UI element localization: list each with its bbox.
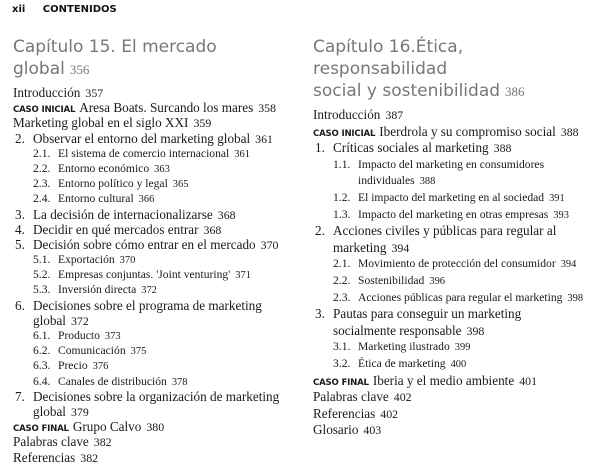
chapter-title-line: Capítulo 16.Ética, responsabilidad [313, 37, 464, 79]
entry-text-wrap [313, 124, 579, 139]
toc-entry[interactable] [313, 306, 598, 323]
toc-entry[interactable] [13, 85, 298, 100]
entry-number: 2. [15, 130, 25, 146]
toc-entry[interactable] [313, 124, 598, 141]
entry-title: Empresas conjuntas. 'Joint venturing' [58, 268, 231, 282]
entry-text-wrap [13, 404, 89, 419]
entry-page: 396 [429, 275, 445, 287]
toc-entry[interactable] [13, 267, 298, 282]
toc-entry-continuation [313, 323, 598, 340]
entry-page: 359 [193, 116, 212, 131]
entry-page: 368 [217, 207, 236, 222]
entry-title: Exportación [58, 253, 115, 267]
toc-entry[interactable] [313, 389, 598, 406]
entry-page: 388 [560, 124, 579, 139]
entry-page: 382 [80, 450, 99, 464]
entry-text-wrap [313, 257, 576, 270]
entry-page: 361 [255, 131, 273, 146]
entry-title: Impacto del marketing en consumidores [358, 157, 545, 171]
entry-title: Aresa Boats. Surcando los mares [79, 100, 254, 116]
entry-text-wrap [13, 85, 103, 100]
entry-number: 5.1. [33, 253, 51, 267]
chapter-title [313, 36, 598, 102]
entry-page: 373 [104, 331, 121, 342]
entry-number: 3. [315, 306, 325, 322]
toc-entry[interactable] [13, 358, 298, 373]
entry-title-cont: global [33, 403, 66, 419]
chapter-title-line: social y sostenibilidad [313, 81, 501, 101]
entry-page: 398 [567, 292, 584, 304]
entry-text-wrap [13, 434, 112, 449]
entry-title: Marketing global en el siglo XXI [13, 115, 189, 131]
entry-page: 372 [70, 313, 89, 328]
toc-entry[interactable] [13, 252, 298, 267]
entry-number: 1.3. [333, 207, 351, 221]
entry-number: 1.2. [333, 190, 351, 204]
toc-entry[interactable] [313, 157, 598, 174]
entry-text-wrap [313, 422, 381, 437]
toc-entry-continuation [313, 240, 598, 257]
entry-title: Acciones civiles y públicas para regular al [333, 223, 557, 239]
entry-number: 3.1. [333, 340, 351, 354]
entry-title: Ética de marketing [358, 356, 446, 370]
toc-entry[interactable] [313, 406, 598, 423]
entry-title: Entorno cultural [58, 192, 134, 206]
entry-title: Introducción [13, 85, 81, 100]
toc-entry[interactable] [313, 256, 598, 273]
toc-entry[interactable] [13, 176, 298, 191]
entry-title: Precio [58, 359, 88, 373]
entry-title: Pautas para conseguir un marketing [333, 306, 522, 322]
entry-title-cont: individuales [358, 174, 415, 188]
entry-page: 403 [363, 423, 382, 438]
toc-entry[interactable] [13, 419, 298, 434]
entry-title: Críticas sociales al marketing [333, 140, 489, 156]
entry-page: 363 [154, 163, 170, 175]
entry-text-wrap [313, 291, 583, 304]
entry-title: Observar el entorno del marketing global [33, 130, 251, 146]
entry-title: Decisiones sobre la organización de marketing [33, 388, 280, 404]
toc-entry[interactable] [13, 343, 298, 358]
toc-entry[interactable] [13, 222, 298, 237]
entry-page: 368 [203, 222, 222, 237]
entry-page: 376 [92, 361, 109, 373]
entry-text-wrap [13, 131, 273, 146]
entry-text-wrap [13, 100, 276, 115]
entry-page: 393 [553, 209, 569, 221]
entry-page: 402 [380, 406, 399, 421]
toc-entry[interactable] [13, 237, 298, 252]
entry-page: 370 [119, 255, 136, 267]
entry-page: 394 [391, 240, 410, 255]
section-title: CONTENIDOS [42, 4, 117, 15]
entry-title: Sostenibilidad [358, 273, 425, 287]
entry-text-wrap [313, 306, 521, 321]
case-tag: CASO FINAL [13, 424, 69, 435]
entry-text-wrap [313, 191, 565, 204]
entry-page: 380 [146, 420, 165, 435]
toc-entry[interactable] [13, 328, 298, 343]
entry-text-wrap [313, 240, 409, 255]
entry-page: 378 [171, 376, 188, 388]
entry-title: El sistema de comercio internacional [58, 146, 230, 160]
toc-entry[interactable] [13, 282, 298, 297]
case-tag: CASO INICIAL [313, 128, 376, 139]
entry-page: 388 [419, 176, 436, 188]
entry-number: 4. [15, 221, 25, 237]
entry-title: La decisión de internacionalizarse [33, 206, 213, 222]
entry-number: 5. [15, 236, 25, 252]
entry-title: Palabras clave [13, 434, 89, 450]
entry-text-wrap [13, 207, 236, 222]
entry-number: 2.2. [33, 161, 51, 175]
entry-page: 387 [385, 108, 404, 122]
entry-page: 394 [560, 259, 577, 271]
entry-page: 399 [454, 342, 471, 354]
entry-number: 1.1. [333, 157, 351, 171]
entry-page: 370 [260, 237, 279, 252]
entry-text-wrap [13, 237, 278, 252]
entry-title: Introducción [313, 107, 381, 122]
page-number: xii [12, 4, 26, 15]
entry-title: El impacto del marketing en al sociedad [358, 190, 545, 204]
toc-entry[interactable] [13, 298, 298, 313]
toc-entry[interactable] [13, 131, 298, 146]
entry-title: Movimiento de protección del consumidor [358, 257, 556, 271]
toc-entry[interactable] [13, 207, 298, 222]
entry-page: 365 [172, 179, 189, 191]
toc-entry[interactable] [13, 450, 298, 464]
entry-text-wrap [313, 223, 556, 238]
entry-title: Iberdrola y su compromiso social [379, 123, 556, 139]
toc-entry[interactable] [13, 389, 298, 404]
entry-number: 6.3. [33, 359, 51, 373]
case-tag: CASO FINAL [313, 377, 369, 388]
entry-number: 7. [15, 388, 25, 404]
entry-text-wrap [13, 298, 262, 313]
entry-text-wrap [313, 174, 435, 187]
entry-number: 2.3. [33, 177, 51, 191]
entry-page: 366 [138, 194, 155, 206]
entry-number: 2.3. [333, 290, 351, 304]
entry-title: Iberia y el medio ambiente [372, 372, 515, 388]
entry-number: 6. [15, 297, 25, 313]
entry-title: Entorno económico [58, 161, 150, 175]
toc-entry[interactable] [313, 207, 598, 224]
entry-title: Referencias [13, 449, 76, 464]
entry-text-wrap [13, 450, 98, 464]
case-tag: CASO INICIAL [13, 105, 76, 116]
toc-entry[interactable] [313, 373, 598, 390]
entry-text-wrap [313, 107, 403, 122]
entry-title: Comunicación [58, 344, 126, 358]
toc-entry-continuation [13, 404, 298, 419]
entry-number: 2.4. [33, 192, 51, 206]
entry-title-cont: marketing [333, 239, 387, 255]
toc-entry[interactable] [13, 161, 298, 176]
entry-number: 3.2. [333, 356, 351, 370]
toc-entry-continuation [13, 313, 298, 328]
toc-entry-continuation [313, 173, 598, 190]
entry-number: 2.2. [333, 273, 351, 287]
entry-number: 6.1. [33, 329, 51, 342]
entry-page: 402 [393, 390, 412, 405]
chapter-page: 386 [505, 84, 525, 99]
entry-page: 358 [258, 101, 277, 116]
entry-number: 6.4. [33, 374, 51, 388]
entry-page: 398 [466, 323, 485, 338]
entry-page: 391 [549, 192, 565, 204]
toc-entry[interactable] [313, 140, 598, 157]
entry-title: Palabras clave [313, 389, 389, 405]
entry-text-wrap [13, 419, 164, 434]
entry-text-wrap [313, 373, 537, 388]
entry-number: 2.1. [33, 146, 51, 160]
chapter-16-column [313, 36, 598, 439]
entry-text-wrap [13, 389, 279, 404]
entry-title: Marketing ilustrado [358, 340, 450, 354]
entry-text-wrap [313, 389, 412, 404]
entry-title: Grupo Calvo [72, 419, 142, 435]
running-header [12, 4, 131, 15]
entry-text-wrap [13, 253, 135, 266]
entry-title: Referencias [313, 405, 376, 421]
entry-number: 2.1. [333, 257, 351, 271]
toc-entry[interactable] [313, 273, 598, 290]
entry-page: 357 [85, 86, 104, 100]
entry-page: 401 [519, 373, 537, 388]
toc-entry[interactable] [13, 115, 298, 130]
entry-title: Impacto del marketing en otras empresas [358, 207, 549, 221]
entry-number: 5.3. [33, 283, 51, 297]
entry-text-wrap [13, 359, 108, 372]
toc-entry[interactable] [313, 223, 598, 240]
entry-number: 2. [315, 223, 325, 239]
toc-entry[interactable] [313, 290, 598, 307]
entry-title: Decisión sobre cómo entrar en el mercado [33, 236, 256, 252]
entry-text-wrap [13, 313, 89, 328]
entry-title-cont: socialmente responsable [333, 322, 462, 338]
toc-entry[interactable] [313, 339, 598, 356]
entry-title: Glosario [313, 422, 359, 438]
entry-title: Canales de distribución [58, 374, 167, 388]
toc-entry[interactable] [13, 191, 298, 206]
entry-title: Decidir en qué mercados entrar [33, 221, 199, 237]
entry-page: 388 [493, 141, 512, 156]
toc-entry[interactable] [13, 100, 298, 115]
entry-number: 6.2. [33, 344, 51, 358]
entry-number: 3. [15, 206, 25, 222]
toc-entry[interactable] [13, 374, 298, 389]
toc-entry[interactable] [313, 356, 598, 373]
toc-entry[interactable] [313, 190, 598, 207]
toc-entry[interactable] [13, 146, 298, 161]
chapter-title-line: Capítulo 15. El mercado global [13, 37, 217, 79]
chapter-page: 356 [69, 62, 90, 77]
entry-title: Acciones públicas para regular el marketing [358, 290, 563, 304]
entry-text-wrap [313, 323, 484, 338]
entry-text-wrap [313, 140, 511, 155]
entry-title: Decisiones sobre el programa de marketing [33, 297, 262, 313]
entry-text-wrap [13, 115, 211, 130]
chapter-15-column [13, 36, 298, 464]
entry-text-wrap [313, 406, 398, 421]
entry-page: 372 [141, 285, 157, 297]
chapter-title [13, 36, 298, 80]
entry-title: Inversión directa [58, 283, 137, 297]
entry-title-cont: global [33, 312, 66, 328]
entry-number: 1. [315, 140, 325, 156]
entry-text-wrap [13, 222, 221, 237]
entry-page: 361 [234, 148, 250, 160]
entry-number: 5.2. [33, 268, 51, 282]
entry-text-wrap [13, 329, 121, 342]
entry-text-wrap [313, 208, 569, 221]
toc-entry[interactable] [313, 422, 598, 439]
entry-page: 371 [235, 270, 251, 282]
toc-entry[interactable] [313, 107, 598, 124]
entry-title: Entorno político y legal [58, 177, 168, 191]
entry-title: Producto [58, 329, 100, 342]
entry-page: 382 [93, 435, 112, 450]
entry-page: 400 [450, 358, 467, 370]
toc-entry[interactable] [13, 434, 298, 449]
entry-page: 375 [130, 346, 147, 358]
entry-page: 379 [70, 404, 89, 419]
